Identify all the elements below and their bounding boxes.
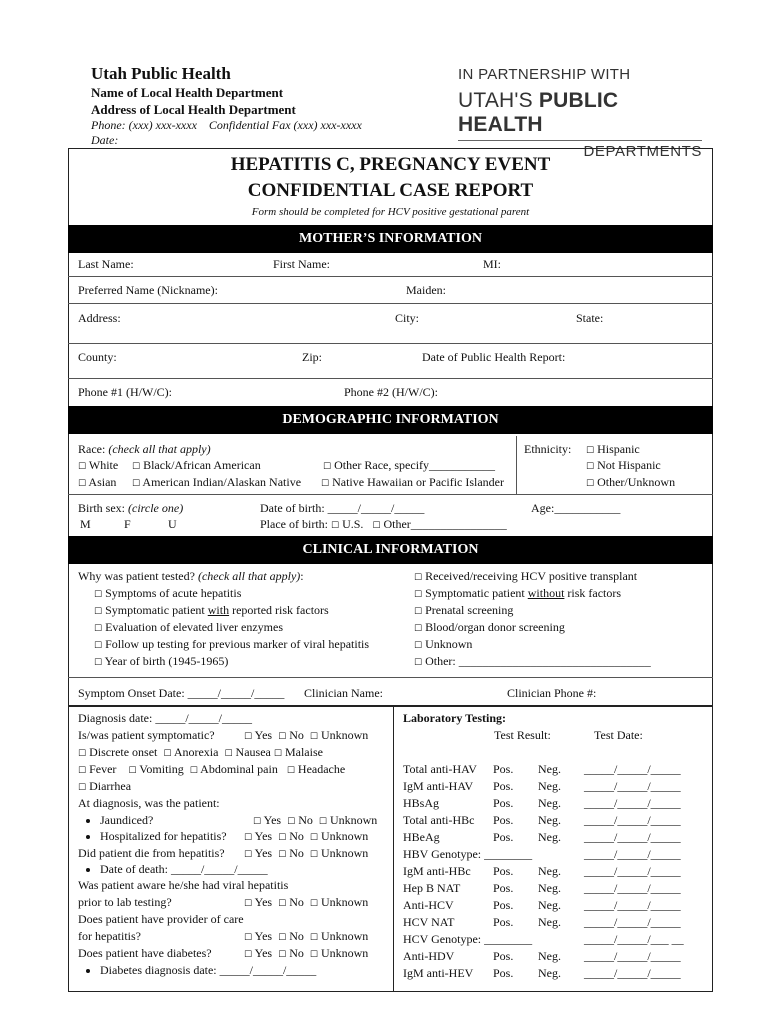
why-acute[interactable]: ☐ Symptoms of acute hepatitis	[94, 586, 242, 600]
lab-pos-option[interactable]: Pos.	[493, 881, 514, 895]
partner-line1: IN PARTNERSHIP WITH	[458, 66, 631, 83]
divider	[68, 677, 713, 678]
lab-pos-option[interactable]: Pos.	[493, 898, 514, 912]
aware-options[interactable]: ☐ Yes ☐ No ☐ Unknown	[244, 895, 369, 909]
birth-sex-label: Birth sex: (circle one)	[78, 501, 184, 515]
why-transplant[interactable]: ☐ Received/receiving HCV positive transplant	[414, 569, 638, 583]
lab-pos-option[interactable]: Pos.	[493, 949, 514, 963]
jaundiced-label: • Jaundiced?	[78, 813, 258, 828]
lab-test-name: Total anti-HBc	[403, 813, 475, 827]
race-american-indian[interactable]: ☐ American Indian/Alaskan Native	[132, 475, 302, 489]
at-diagnosis-label: At diagnosis, was the patient:	[78, 796, 220, 810]
race-asian[interactable]: ☐ Asian	[78, 475, 117, 489]
lab-neg-option[interactable]: Neg.	[538, 949, 561, 963]
dob-field[interactable]: Date of birth: _____/_____/_____	[260, 501, 425, 515]
lab-neg-option[interactable]: Neg.	[538, 796, 561, 810]
lab-pos-option[interactable]: Pos.	[493, 779, 514, 793]
divider	[68, 276, 713, 277]
form-title-1: HEPATITIS C, PREGNANCY EVENT	[230, 154, 551, 175]
report-date-field[interactable]: Date of Public Health Report:	[422, 350, 566, 364]
lab-test-name: Anti-HCV	[403, 898, 454, 912]
provider-label-1: Does patient have provider of care	[78, 912, 244, 926]
why-tested-label: Why was patient tested? (check all that apply):	[78, 569, 304, 583]
onset-date-field[interactable]: Symptom Onset Date: _____/_____/_____	[78, 686, 285, 700]
sex-m[interactable]: M	[80, 517, 91, 531]
date-label: Date:	[91, 133, 119, 147]
lab-date-field[interactable]: _____/_____/_____	[584, 966, 681, 980]
clinician-name-field[interactable]: Clinician Name:	[304, 686, 383, 700]
diabetes-options[interactable]: ☐ Yes ☐ No ☐ Unknown	[244, 946, 369, 960]
aware-label-2: prior to lab testing?	[78, 895, 172, 909]
why-other[interactable]: ☐ Other: ________________________________	[414, 654, 651, 668]
phone1-field[interactable]: Phone #1 (H/W/C):	[78, 385, 172, 399]
org-name: Utah Public Health	[91, 64, 231, 83]
why-liver-enzymes[interactable]: ☐ Evaluation of elevated liver enzymes	[94, 620, 284, 634]
hospitalized-options[interactable]: ☐ Yes ☐ No ☐ Unknown	[244, 829, 369, 843]
first-name-field[interactable]: First Name:	[273, 257, 330, 271]
phone-fax: Phone: (xxx) xxx-xxxx Confidential Fax (xxx) xxx-xxxx	[91, 118, 362, 132]
lab-test-name: HBeAg	[403, 830, 440, 844]
lab-test-name: Anti-HDV	[403, 949, 455, 963]
symptomatic-options[interactable]: ☐ Yes ☐ No ☐ Unknown	[244, 728, 369, 742]
mi-field[interactable]: MI:	[483, 257, 501, 271]
why-followup[interactable]: ☐ Follow up testing for previous marker of viral hepatitis	[94, 637, 370, 651]
place-of-birth[interactable]: Place of birth: ☐ U.S. ☐ Other________________	[260, 517, 507, 531]
demographic-band: DEMOGRAPHIC INFORMATION	[68, 406, 713, 434]
partner-line2b: PUBLIC HEALTH	[458, 89, 619, 136]
ethnicity-hispanic[interactable]: ☐ Hispanic	[586, 442, 640, 456]
lab-date-field[interactable]: _____/_____/___ __	[584, 932, 684, 946]
divider	[68, 378, 713, 379]
age-field[interactable]: Age:___________	[531, 501, 621, 515]
lab-pos-option[interactable]: Pos.	[493, 813, 514, 827]
lab-date-field[interactable]: _____/_____/_____	[584, 796, 681, 810]
dept-name: Name of Local Health Department	[91, 85, 284, 100]
lab-neg-option[interactable]: Neg.	[538, 813, 561, 827]
lab-neg-option[interactable]: Neg.	[538, 915, 561, 929]
ethnicity-not-hispanic[interactable]: ☐ Not Hispanic	[586, 458, 661, 472]
divider	[68, 343, 713, 344]
death-date-field[interactable]: • Date of death: _____/_____/_____	[78, 862, 378, 877]
clinical-band: CLINICAL INFORMATION	[68, 536, 713, 564]
why-risk-without[interactable]: ☐ Symptomatic patient without risk factors	[414, 586, 622, 600]
why-prenatal[interactable]: ☐ Prenatal screening	[414, 603, 514, 617]
lab-test-name: IgM anti-HBc	[403, 864, 471, 878]
lab-pos-option[interactable]: Pos.	[493, 762, 514, 776]
lab-date-field[interactable]: _____/_____/_____	[584, 847, 681, 861]
county-field[interactable]: County:	[78, 350, 117, 364]
lab-test-name: IgM anti-HEV	[403, 966, 474, 980]
lab-test-name: Hep B NAT	[403, 881, 461, 895]
partner-line2a: UTAH'S	[458, 89, 533, 112]
mother-band: MOTHER’S INFORMATION	[68, 225, 713, 253]
partner-logo	[458, 66, 702, 160]
lab-date-field[interactable]: _____/_____/_____	[584, 949, 681, 963]
zip-field[interactable]: Zip:	[302, 350, 322, 364]
divider	[68, 705, 713, 707]
form-title-2: CONFIDENTIAL CASE REPORT	[247, 180, 534, 201]
maiden-field[interactable]: Maiden:	[406, 283, 446, 297]
symptomatic-label: Is/was patient symptomatic?	[78, 728, 215, 742]
lab-neg-option[interactable]: Neg.	[538, 881, 561, 895]
provider-label-2: for hepatitis?	[78, 929, 141, 943]
hospitalized-label: • Hospitalized for hepatitis?	[78, 829, 258, 844]
lab-pos-option[interactable]: Pos.	[493, 830, 514, 844]
lab-neg-option[interactable]: Neg.	[538, 779, 561, 793]
lab-date-field[interactable]: _____/_____/_____	[584, 779, 681, 793]
state-field[interactable]: State:	[576, 311, 604, 325]
lab-test-name: HCV NAT	[403, 915, 455, 929]
dept-address: Address of Local Health Department	[91, 102, 296, 117]
lab-date-field[interactable]: _____/_____/_____	[584, 881, 681, 895]
lab-test-name: Total anti-HAV	[403, 762, 477, 776]
why-unknown[interactable]: ☐ Unknown	[414, 637, 473, 651]
lab-date-field[interactable]: _____/_____/_____	[584, 864, 681, 878]
form-subtitle: Form should be completed for HCV positive gestational parent	[251, 206, 530, 218]
ethnicity-other-unknown[interactable]: ☐ Other/Unknown	[586, 475, 676, 489]
divider	[516, 436, 517, 494]
why-risk-with[interactable]: ☐ Symptomatic patient with reported risk factors	[94, 603, 329, 617]
lab-date-field[interactable]: _____/_____/_____	[584, 915, 681, 929]
last-name-field[interactable]: Last Name:	[78, 257, 134, 271]
lab-title: Laboratory Testing:	[403, 711, 507, 725]
phone2-field[interactable]: Phone #2 (H/W/C):	[344, 385, 438, 399]
race-black[interactable]: ☐ Black/African American	[132, 458, 261, 472]
lab-neg-option[interactable]: Neg.	[538, 966, 561, 980]
died-options[interactable]: ☐ Yes ☐ No ☐ Unknown	[244, 846, 369, 860]
divider	[68, 494, 713, 495]
partner-line3: DEPARTMENTS	[583, 143, 702, 160]
lab-date-header: Test Date:	[594, 728, 643, 742]
lab-date-field[interactable]: _____/_____/_____	[584, 830, 681, 844]
race-nhpi[interactable]: ☐ Native Hawaiian or Pacific Islander	[321, 475, 505, 489]
provider-options[interactable]: ☐ Yes ☐ No ☐ Unknown	[244, 929, 369, 943]
lab-test-name[interactable]: HCV Genotype: ________	[403, 932, 533, 946]
died-label: Did patient die from hepatitis?	[78, 846, 225, 860]
preferred-name-field[interactable]: Preferred Name (Nickname):	[78, 283, 218, 297]
sex-f[interactable]: F	[124, 517, 131, 531]
lab-neg-option[interactable]: Neg.	[538, 830, 561, 844]
ethnicity-label: Ethnicity:	[524, 442, 572, 456]
why-donor[interactable]: ☐ Blood/organ donor screening	[414, 620, 565, 634]
lab-result-header: Test Result:	[494, 728, 551, 742]
clinician-phone-field[interactable]: Clinician Phone #:	[507, 686, 597, 700]
lab-date-field[interactable]: _____/_____/_____	[584, 898, 681, 912]
sex-u[interactable]: U	[168, 517, 177, 531]
race-white[interactable]: ☐ White	[78, 458, 119, 472]
lab-neg-option[interactable]: Neg.	[538, 898, 561, 912]
symptom-diarrhea[interactable]: ☐ Diarrhea	[78, 779, 132, 793]
lab-pos-option[interactable]: Pos.	[493, 864, 514, 878]
diabetes-date-field[interactable]: • Diabetes diagnosis date: _____/_____/_____	[78, 963, 378, 978]
divider	[68, 303, 713, 304]
divider	[393, 706, 394, 992]
lab-pos-option[interactable]: Pos.	[493, 966, 514, 980]
lab-test-name[interactable]: HBV Genotype: ________	[403, 847, 533, 861]
diabetes-label: Does patient have diabetes?	[78, 946, 212, 960]
lab-test-name: HBsAg	[403, 796, 440, 810]
lab-neg-option[interactable]: Neg.	[538, 762, 561, 776]
why-year-of-birth[interactable]: ☐ Year of birth (1945-1965)	[94, 654, 229, 668]
symptom-row-1[interactable]: ☐ Discrete onset ☐ Anorexia ☐ Nausea ☐ Malaise	[78, 745, 323, 759]
aware-label-1: Was patient aware he/she had viral hepatitis	[78, 878, 289, 892]
lab-date-field[interactable]: _____/_____/_____	[584, 762, 681, 776]
lab-pos-option[interactable]: Pos.	[493, 796, 514, 810]
symptom-row-2[interactable]: ☐ Fever ☐ Vomiting ☐ Abdominal pain ☐ Headache	[78, 762, 346, 776]
diagnosis-date-field[interactable]: Diagnosis date: _____/_____/_____	[78, 711, 252, 725]
jaundiced-options[interactable]: ☐ Yes ☐ No ☐ Unknown	[253, 813, 378, 827]
lab-pos-option[interactable]: Pos.	[493, 915, 514, 929]
lab-neg-option[interactable]: Neg.	[538, 864, 561, 878]
city-field[interactable]: City:	[395, 311, 420, 325]
race-label: Race: (check all that apply)	[78, 442, 211, 456]
lab-test-name: IgM anti-HAV	[403, 779, 474, 793]
race-other[interactable]: ☐ Other Race, specify___________	[323, 458, 496, 472]
address-field[interactable]: Address:	[78, 311, 121, 325]
lab-date-field[interactable]: _____/_____/_____	[584, 813, 681, 827]
